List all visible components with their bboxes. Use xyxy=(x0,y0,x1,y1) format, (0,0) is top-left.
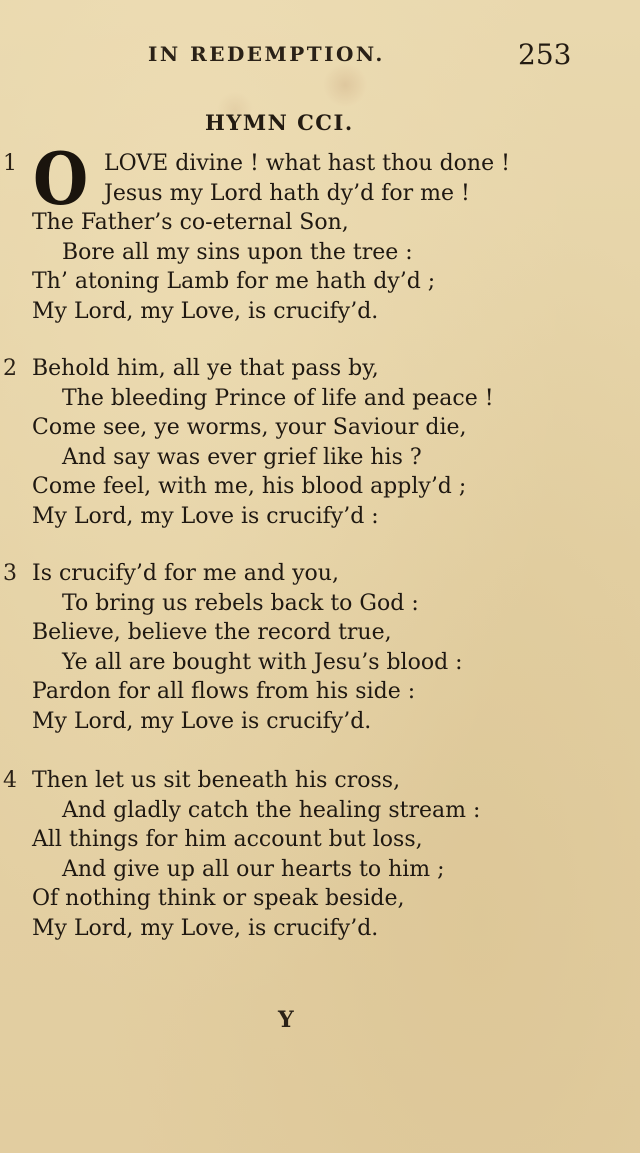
verse-line: Th’ atoning Lamb for me hath dy’d ; xyxy=(32,269,436,294)
page-number: 253 xyxy=(518,38,572,71)
verse-line: Come see, ye worms, your Saviour die, xyxy=(32,415,467,440)
verse-line: All things for him account but loss, xyxy=(32,827,423,852)
verse-line: And say was ever grief like his ? xyxy=(62,445,422,470)
verse-line: Jesus my Lord hath dy’d for me ! xyxy=(104,181,470,206)
verse-number: 2 xyxy=(3,356,17,381)
verse-line: Believe, believe the record true, xyxy=(32,620,392,645)
signature-mark: Y xyxy=(278,1007,294,1033)
verse-line: The Father’s co-eternal Son, xyxy=(32,210,349,235)
verse-line: My Lord, my Love, is crucify’d. xyxy=(32,299,379,324)
verse-line: My Lord, my Love is crucify’d. xyxy=(32,709,372,734)
verse-line: And gladly catch the healing stream : xyxy=(62,798,481,823)
verse-line: My Lord, my Love is crucify’d : xyxy=(32,504,379,529)
verse-number: 3 xyxy=(3,561,17,586)
verse-line: Then let us sit beneath his cross, xyxy=(32,768,401,793)
verse-line: Of nothing think or speak beside, xyxy=(32,886,405,911)
verse-line: Ye all are bought with Jesu’s blood : xyxy=(62,650,463,675)
verse-line: The bleeding Prince of life and peace ! xyxy=(62,386,494,411)
verse-line: Come feel, with me, his blood apply’d ; xyxy=(32,474,467,499)
verse-number: 1 xyxy=(3,151,17,176)
dropcap-letter: O xyxy=(33,136,89,221)
verse-line: And give up all our hearts to him ; xyxy=(62,857,445,882)
verse-line: Pardon for all flows from his side : xyxy=(32,679,416,704)
running-head: IN REDEMPTION. xyxy=(148,42,385,66)
verse-line: Is crucify’d for me and you, xyxy=(32,561,339,586)
verse-line: Bore all my sins upon the tree : xyxy=(62,240,413,265)
verse-number: 4 xyxy=(3,768,17,793)
verse-line: My Lord, my Love, is crucify’d. xyxy=(32,916,379,941)
hymn-title: HYMN CCI. xyxy=(205,110,354,135)
verse-line: To bring us rebels back to God : xyxy=(62,591,419,616)
verse-line: Behold him, all ye that pass by, xyxy=(32,356,379,381)
verse-line: LOVE divine ! what hast thou done ! xyxy=(104,151,510,176)
